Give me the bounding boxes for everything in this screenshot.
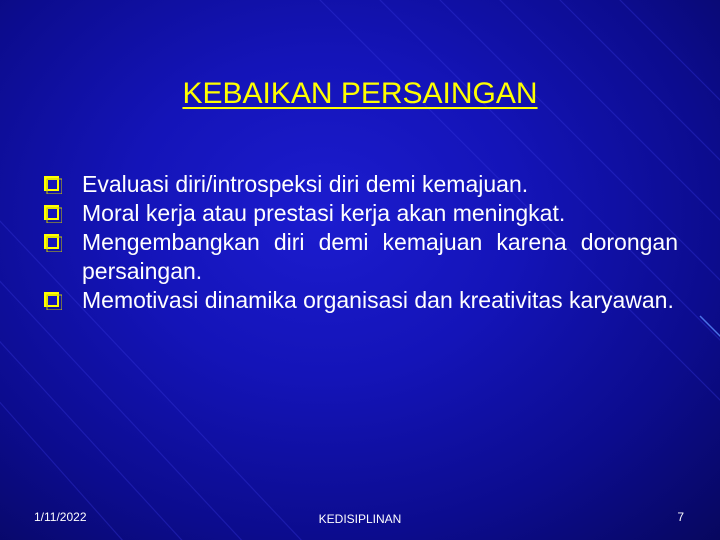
bullet-item — [42, 170, 678, 199]
slide-title — [0, 76, 720, 112]
bullet-text: Evaluasi diri/introspeksi diri demi kemajuan. — [82, 171, 529, 197]
bullet-text: Mengembangkan diri demi kemajuan karena dorongan persaingan. — [82, 229, 678, 284]
page-number: 7 — [677, 510, 684, 524]
bullet-item — [42, 228, 678, 286]
bullet-item — [42, 286, 678, 315]
checkbox-square-icon — [42, 174, 62, 194]
bullet-item — [42, 199, 678, 228]
checkbox-square-icon — [42, 203, 62, 223]
bullet-list — [42, 170, 678, 315]
checkbox-square-icon — [42, 290, 62, 310]
footer-date: 1/11/2022 — [34, 510, 87, 524]
checkbox-square-icon — [42, 232, 62, 252]
footer-title: KEDISIPLINAN — [318, 512, 402, 526]
slide-title-text: KEBAIKAN PERSAINGAN — [182, 77, 538, 110]
bullet-text: Memotivasi dinamika organisasi dan kreativitas karyawan. — [82, 287, 674, 313]
bullet-text: Moral kerja atau prestasi kerja akan meningkat. — [82, 200, 566, 226]
